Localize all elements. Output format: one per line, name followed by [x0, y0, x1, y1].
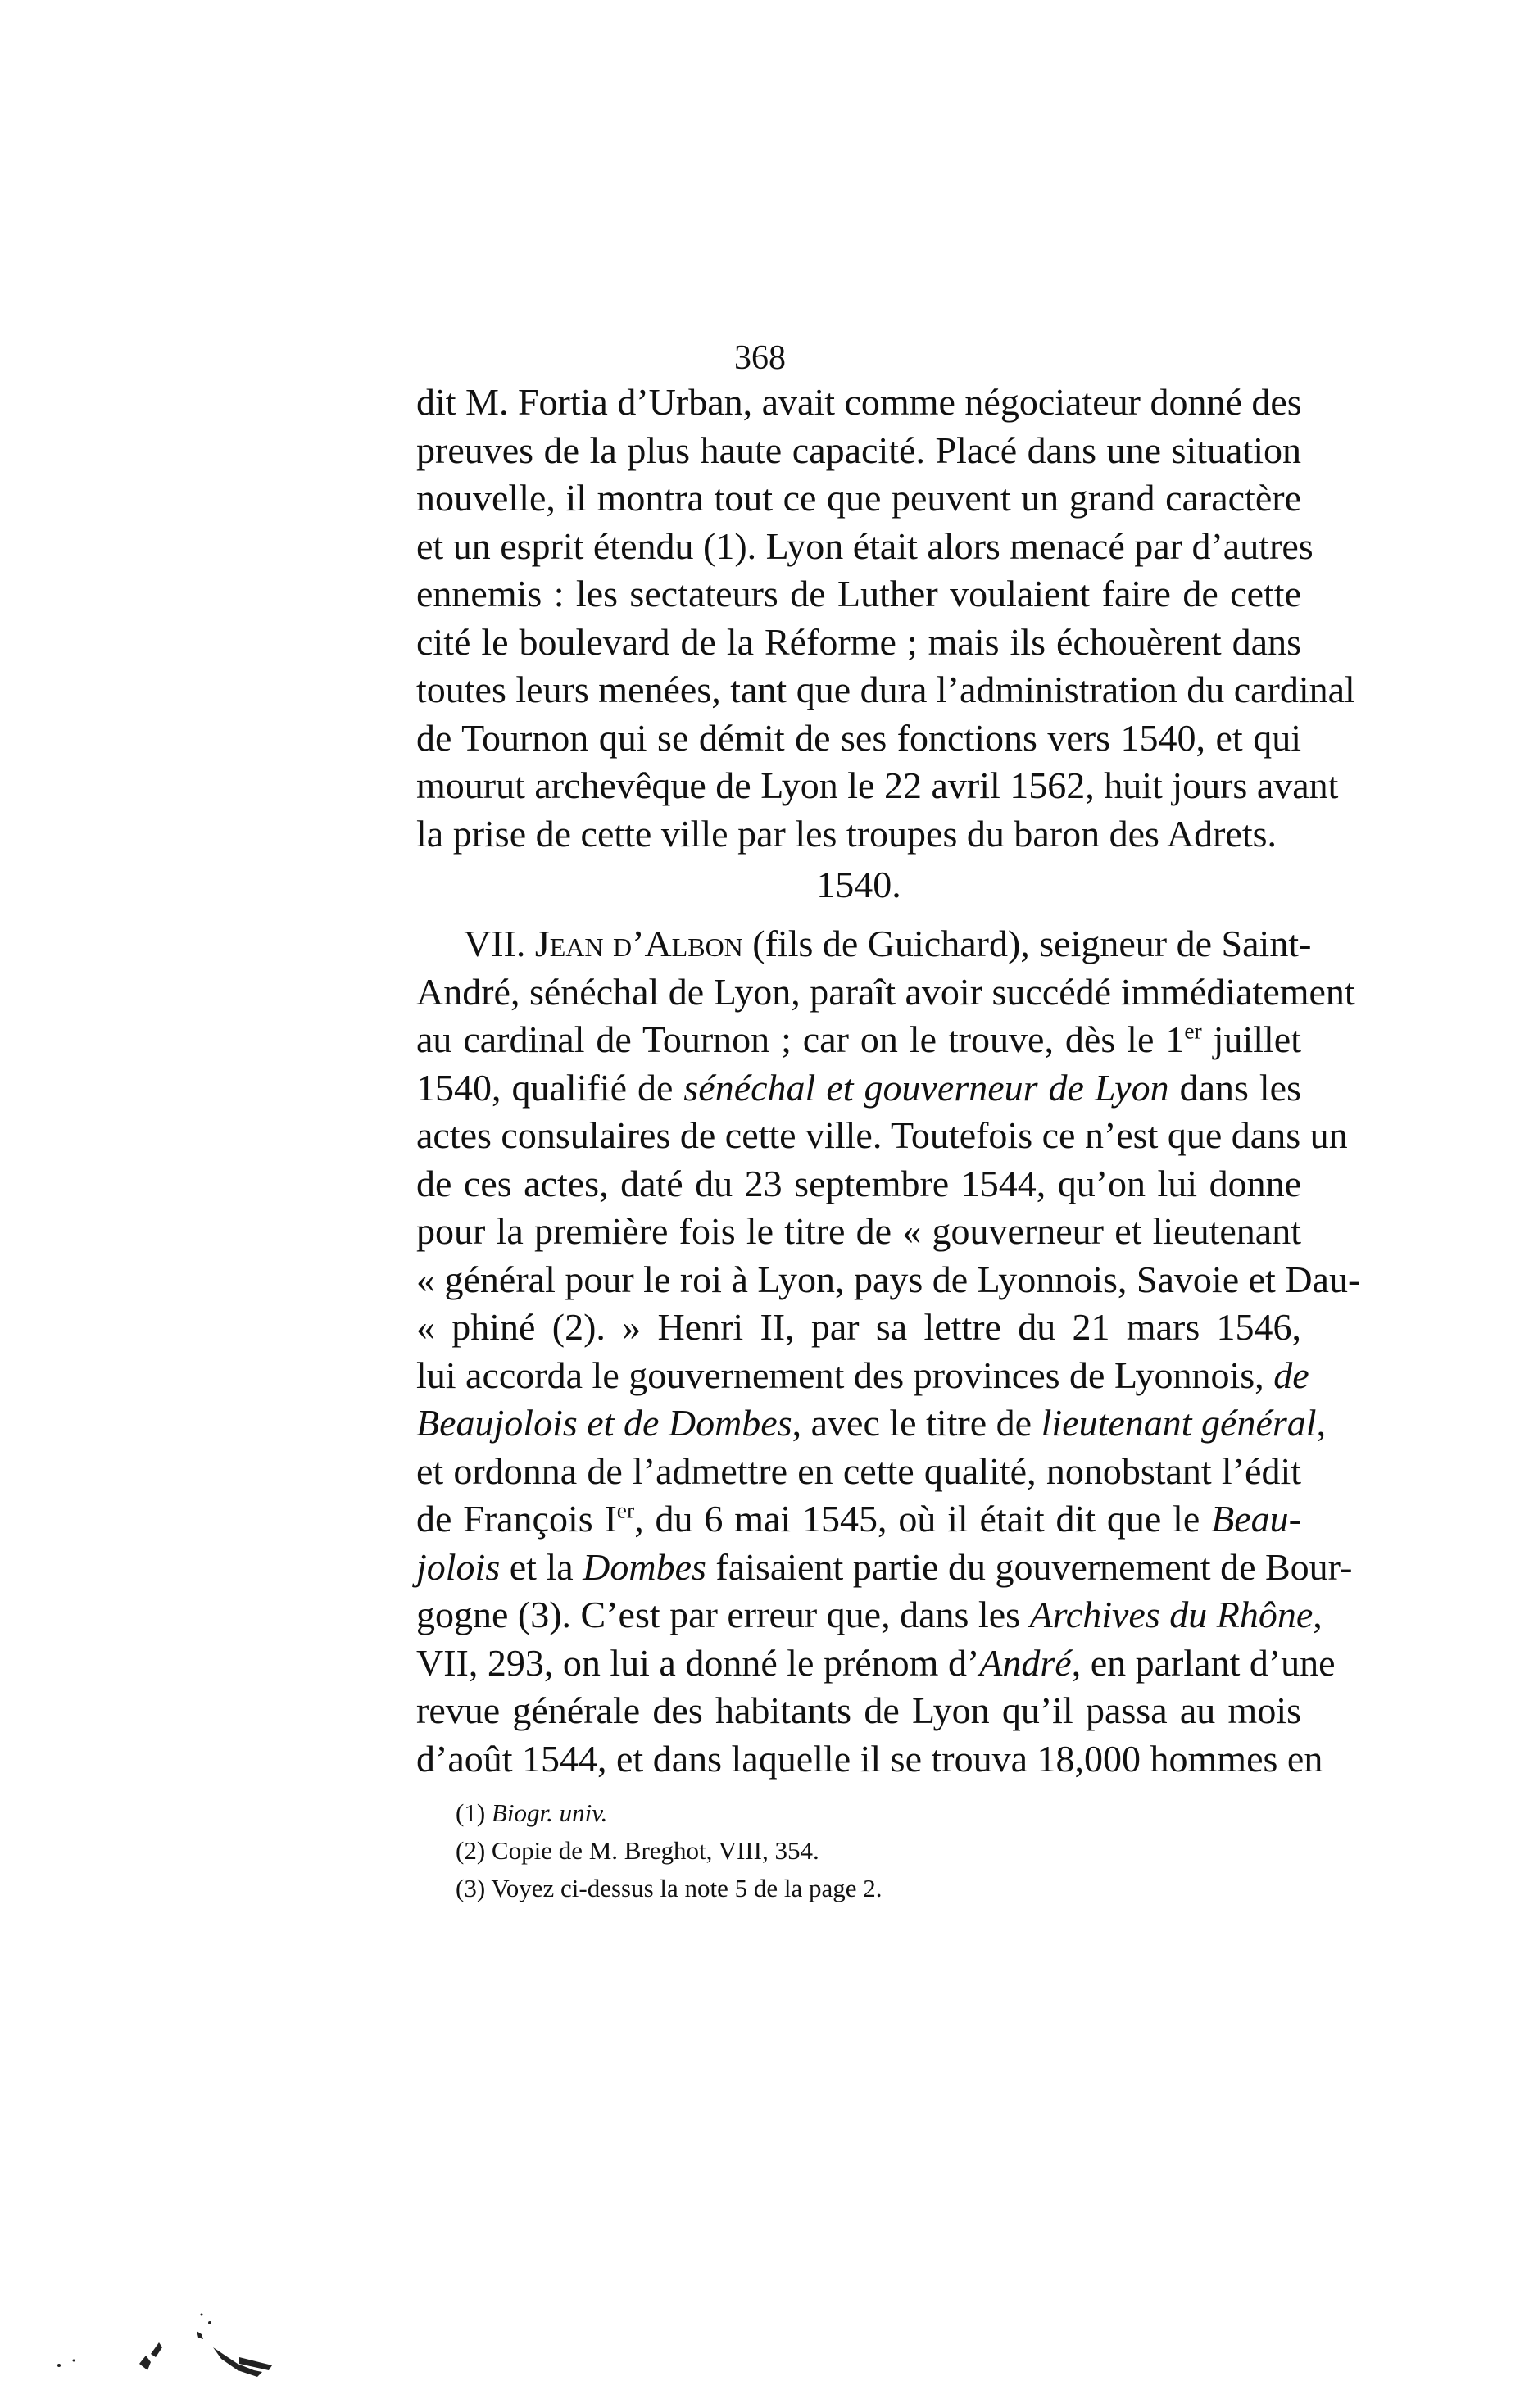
text-line: et un esprit étendu (1). Lyon était alors menacé par d’autres [416, 524, 1314, 567]
body-text [416, 379, 1361, 1783]
person-name: Jean d’Albon [534, 923, 743, 964]
text-line: Beaujolois et de Dombes, avec le titre de lieutenant général, [416, 1402, 1327, 1444]
text-line: actes consulaires de cette ville. Toutefois ce n’est que dans un [416, 1114, 1348, 1156]
text-line: de ces actes, daté du 23 septembre 1544, qu’on lui donne [416, 1162, 1301, 1204]
text-line: au cardinal de Tournon ; car on le trouve, dès le 1er juillet [416, 1018, 1302, 1060]
text-line: d’août 1544, et dans laquelle il se trouva 18,000 hommes en [416, 1737, 1323, 1780]
page-number: 368 [734, 339, 786, 377]
text-line: de François Ier, du 6 mai 1545, où il était dit que le Beau- [416, 1497, 1301, 1540]
footnote: (3) Voyez ci-dessus la note 5 de la page 2. [456, 1874, 883, 1902]
footnote: (1) Biogr. univ. [456, 1798, 608, 1827]
text-line: toutes leurs menées, tant que dura l’administration du cardinal [416, 669, 1355, 710]
text-line: de Tournon qui se démit de ses fonctions vers 1540, et qui [416, 716, 1301, 759]
footnote: (2) Copie de M. Breghot, VIII, 354. [456, 1836, 819, 1865]
text-line: cité le boulevard de la Réforme ; mais ils échouèrent dans [416, 620, 1301, 663]
footnotes [456, 1794, 1193, 1907]
text-line: 1540, qualifié de sénéchal et gouverneur de Lyon dans les [416, 1066, 1301, 1109]
text-line: VII, 293, on lui a donné le prénom d’André, en parlant d’une [416, 1641, 1336, 1684]
text-line: preuves de la plus haute capacité. Placé dans une situation [416, 429, 1301, 471]
text-line: André, sénéchal de Lyon, paraît avoir succédé immédiatement [416, 970, 1355, 1013]
text-line: la prise de cette ville par les troupes du baron des Adrets. [416, 812, 1277, 855]
text-line: gogne (3). C’est par erreur que, dans les Archives du Rhône, [416, 1594, 1323, 1635]
text-line: « phiné (2). » Henri II, par sa lettre du 21 mars 1546, [416, 1306, 1301, 1348]
text-line: et ordonna de l’admettre en cette qualité, nonobstant l’édit [416, 1449, 1301, 1492]
text-line: lui accorda le gouvernement des provinces de Lyonnois, de [416, 1354, 1309, 1396]
ink-smudge-mark [49, 2306, 311, 2388]
section-numeral: VII. [464, 923, 526, 964]
text-line: VII. Jean d’Albon (fils de Guichard), seigneur de Saint- [464, 923, 1312, 964]
year-heading: 1540. [816, 864, 901, 905]
text-line: « général pour le roi à Lyon, pays de Lyonnois, Savoie et Dau- [416, 1258, 1361, 1300]
text-line: mourut archevêque de Lyon le 22 avril 1562, huit jours avant [416, 764, 1339, 806]
text-line: nouvelle, il montra tout ce que peuvent un grand caractère [416, 477, 1301, 519]
text-line: pour la première fois le titre de « gouverneur et lieutenant [416, 1210, 1301, 1252]
text-line: revue générale des habitants de Lyon qu’il passa au mois [416, 1689, 1301, 1731]
text-line: ennemis : les sectateurs de Luther voulaient faire de cette [416, 573, 1301, 614]
text-line: dit M. Fortia d’Urban, avait comme négociateur donné des [416, 381, 1302, 423]
text-line: jolois et la Dombes faisaient partie du gouvernement de Bour- [416, 1545, 1353, 1588]
